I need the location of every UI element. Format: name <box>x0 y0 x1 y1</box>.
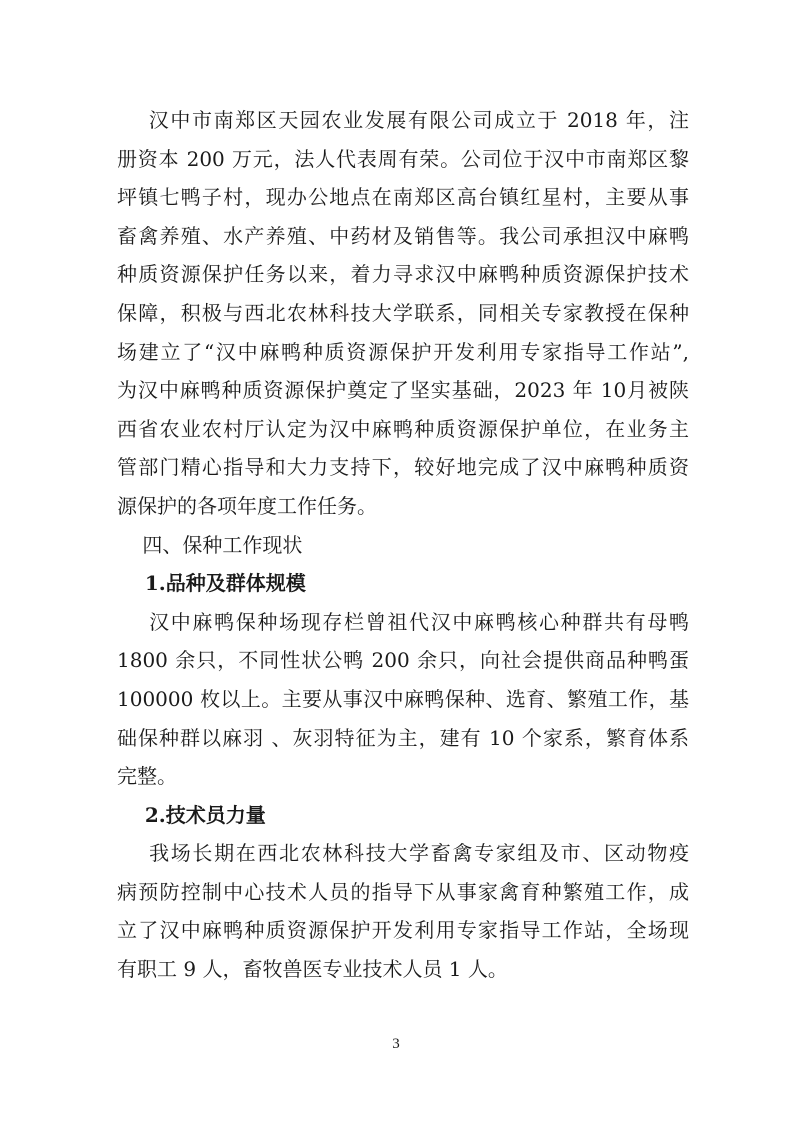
paragraph-line: 坪镇七鸭子村，现办公地点在南郑区高台镇红星村，主要从事 <box>117 185 689 210</box>
paragraph-line: 为汉中麻鸭种质资源保护奠定了坚实基础，2023 年 10月被陕 <box>117 378 689 403</box>
paragraph-line: 管部门精心指导和大力支持下，较好地完成了汉中麻鸭种质资 <box>117 455 689 480</box>
paragraph-line: 1800 余只，不同性状公鸭 200 余只，向社会提供商品种鸭蛋 <box>117 648 689 673</box>
paragraph-line: 西省农业农村厅认定为汉中麻鸭种质资源保护单位，在业务主 <box>117 416 689 441</box>
page-number: 3 <box>392 1036 400 1052</box>
subsection-heading: 2.技术员力量 <box>117 802 266 827</box>
paragraph-line: 病预防控制中心技术人员的指导下从事家禽育种繁殖工作，成 <box>117 879 689 904</box>
paragraph-line: 册资本 200 万元，法人代表周有荣。公司位于汉中市南郑区黎 <box>117 146 689 171</box>
paragraph <box>117 603 689 796</box>
paragraph-line: 汉中麻鸭保种场现存栏曾祖代汉中麻鸭核心种群共有母鸭 <box>117 609 689 634</box>
section-heading: 四、保种工作现状 <box>117 532 303 557</box>
paragraph <box>117 101 689 526</box>
document-body <box>117 101 689 989</box>
paragraph-line: 100000 枚以上。主要从事汉中麻鸭保种、选育、繁殖工作，基 <box>117 686 689 711</box>
subsection-heading: 1.品种及群体规模 <box>117 571 306 596</box>
paragraph-line: 完整。 <box>117 764 177 789</box>
paragraph-line: 场建立了“汉中麻鸭种质资源保护开发利用专家指导工作站”, <box>117 339 689 364</box>
paragraph-line: 源保护的各项年度工作任务。 <box>117 493 377 518</box>
paragraph <box>117 834 689 988</box>
paragraph-line: 畜禽养殖、水产养殖、中药材及销售等。我公司承担汉中麻鸭 <box>117 223 689 248</box>
paragraph-line: 汉中市南郑区天园农业发展有限公司成立于 2018 年，注 <box>117 108 689 132</box>
paragraph-line: 种质资源保护任务以来，着力寻求汉中麻鸭种质资源保护技术 <box>117 262 689 287</box>
paragraph-line: 我场长期在西北农林科技大学畜禽专家组及市、区动物疫 <box>117 841 689 866</box>
paragraph-line: 础保种群以麻羽 、灰羽特征为主，建有 10 个家系，繁育体系 <box>117 725 689 750</box>
paragraph-line: 保障，积极与西北农林科技大学联系，同相关专家教授在保种 <box>117 300 689 325</box>
paragraph-line: 有职工 9 人，畜牧兽医专业技术人员 1 人。 <box>117 957 508 982</box>
paragraph-line: 立了汉中麻鸭种质资源保护开发利用专家指导工作站，全场现 <box>117 918 689 943</box>
